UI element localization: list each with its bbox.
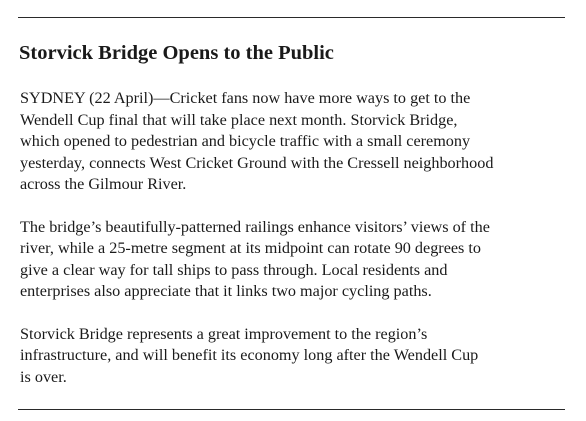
paragraph-line: SYDNEY (22 April)—Cricket fans now have more ways to get to the [20,89,471,107]
headline: Storvick Bridge Opens to the Public [19,42,334,64]
paragraph-1 [20,88,568,196]
paragraph-line: Storvick Bridge represents a great improvement to the region’s [20,324,428,343]
paragraph-line: river, while a 25-metre segment at its midpoint can rotate 90 degrees to [20,239,481,257]
paragraph-2 [20,217,568,303]
paragraph-line: Wendell Cup final that will take place next month. Storvick Bridge, [20,110,458,129]
article-body [20,88,568,409]
paragraph-line: The bridge’s beautifully-patterned railings enhance visitors’ views of the [20,217,490,236]
paragraph-line: infrastructure, and will benefit its economy long after the Wendell Cup [20,346,479,364]
paragraph-line: enterprises also appreciate that it links two major cycling paths. [20,282,432,300]
paragraph-line: which opened to pedestrian and bicycle traffic with a small ceremony [20,132,471,150]
paragraph-line: across the Gilmour River. [20,175,187,193]
bottom-rule [18,409,565,410]
paragraph-line: yesterday, connects West Cricket Ground with the Cressell neighborhood [20,153,494,172]
paragraph-3 [20,324,568,389]
top-rule [18,17,565,18]
paragraph-line: give a clear way for tall ships to pass through. Local residents and [20,260,448,279]
paragraph-line: is over. [20,367,67,386]
